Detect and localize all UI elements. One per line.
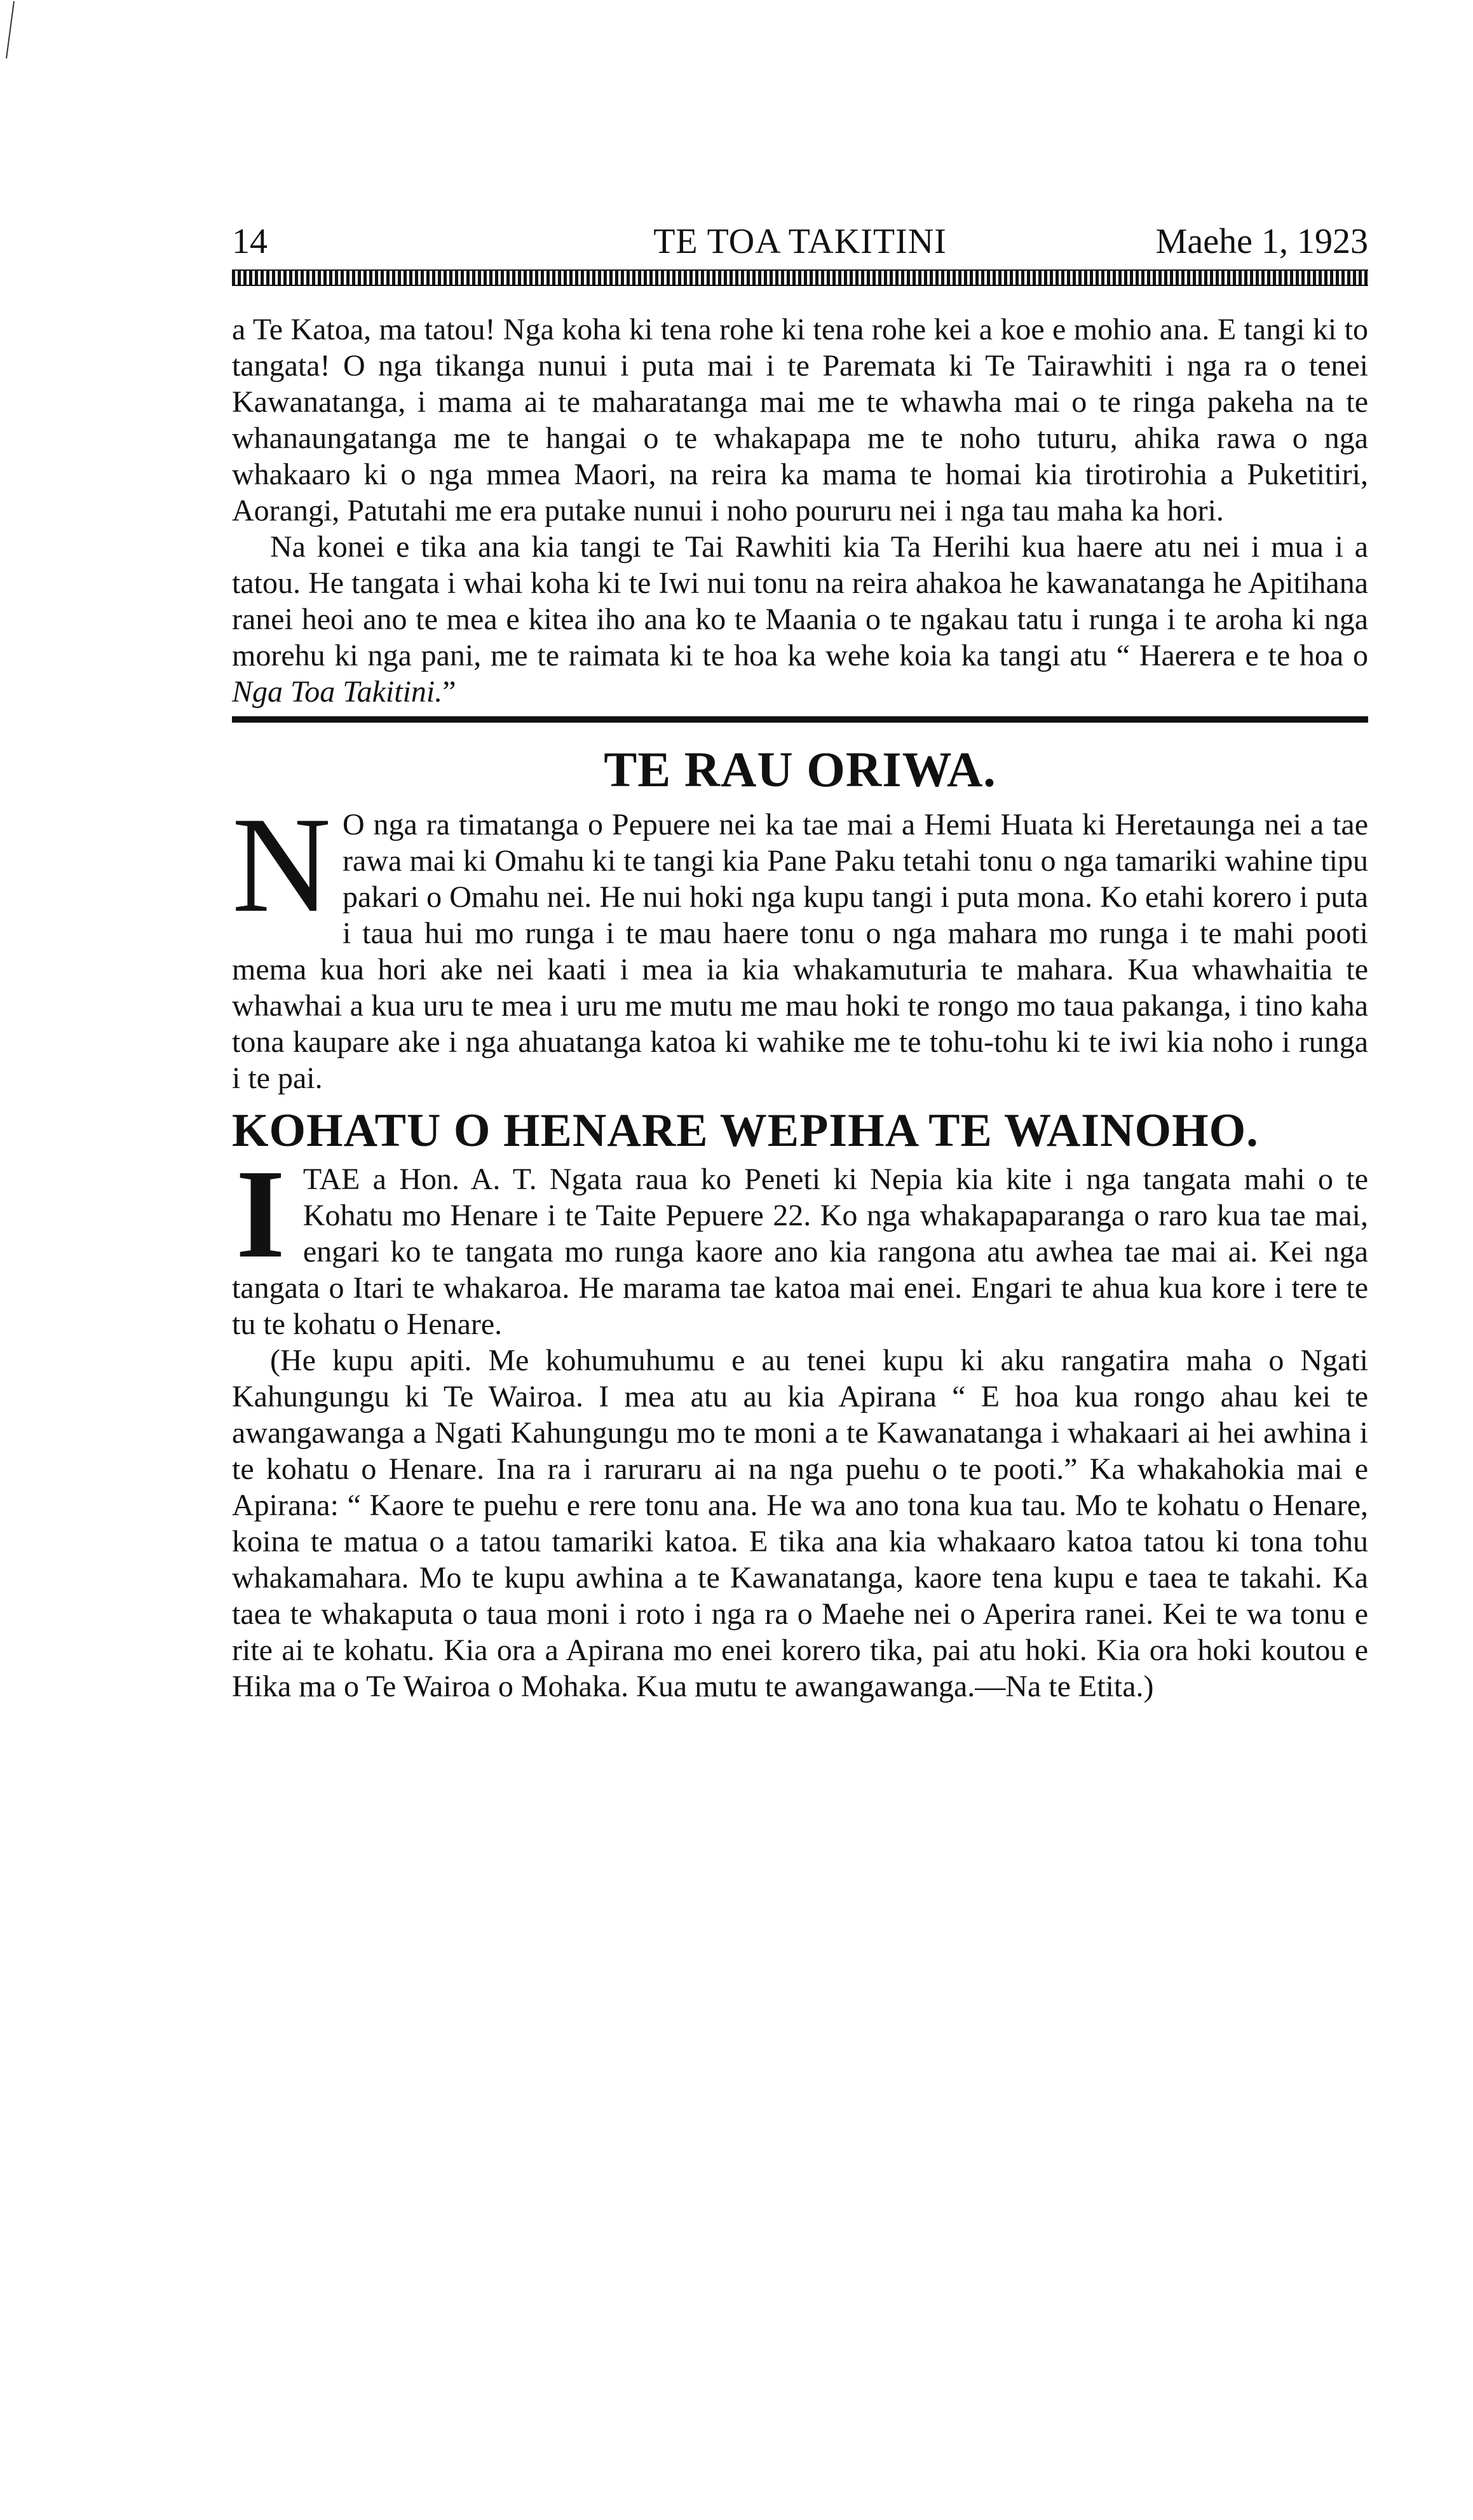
drop-cap-n: N <box>232 789 331 941</box>
publication-title: TE TOA TAKITINI <box>653 222 947 261</box>
page <box>232 216 1368 1705</box>
issue-date: Maehe 1, 1923 <box>1155 222 1368 261</box>
section-body-kohatu-o-henare-text: TAE a Hon. A. T. Ngata raua ko Peneti ki Nepia kia kite i nga tangata mahi o te Kohatu mo Henare i te Taite Pepuere 22. Ko nga whakapaparanga o raro kua tae mai, engari ko te tangata mo runga kaore ano kia rangona atu awhea tae mai ai. Kei nga tangata o Itari te whakaroa. He marama tae katoa mai enei. Engari te ahua kua kore i tere te tu te kohatu o Henare. <box>232 1162 1368 1341</box>
intro-paragraph-1: a Te Katoa, ma tatou! Nga koha ki tena rohe ki tena rohe kei a koe e mohio ana. E tangi ki to tangata! O nga tikanga nunui i puta mai i te Paremata ki Te Tairawhiti i nga ra o tenei Kawanatanga, i mama ai te maharatanga mai me te whawha mai o te ringa pakeha na te whanaungatanga me te hangai o te whakapapa me te noho tuturu, ahika rawa o nga whakaaro ki o nga mmea Maori, na reira ka mama te homai kia tirotirohia a Puketitiri, Aorangi, Patutahi me era putake nunui i noho poururu nei i nga tau maha ka hori. <box>232 313 1368 528</box>
ornamental-rule <box>232 269 1368 286</box>
section-divider <box>232 716 1368 723</box>
intro-paragraph-2-text: Na konei e tika ana kia tangi te Tai Rawhiti kia Ta Herihi kua haere atu nei i mua i a tatou. He tangata i whai koha ki te Iwi nui tonu na reira ahakoa he kawanatanga he Apitihana ranei heoi ano te mea e kitea iho ana ko te Maania o te ngakau tatu i runga i te aroha ki nga morehu ki nga pani, me te raimata ki te hoa ka wehe koia ka tangi atu “ Haerera e te hoa o <box>232 530 1368 672</box>
section-heading-te-rau-oriwa: TE RAU ORIWA. <box>604 742 996 797</box>
section-body-kohatu-o-henare <box>232 1144 1368 1342</box>
intro-paragraph-2 <box>232 529 1368 710</box>
section-body-te-rau-oriwa <box>232 789 1368 1096</box>
editor-note: (He kupu apiti. Me kohumuhumu e au tenei kupu ki aku rangatira maha o Ngati Kahungungu ki Te Wairoa. I mea atu au kia Apirana “ E hoa kua rongo ahau kei te awangawanga a Ngati Kahungungu mo te moni a te Kawanatanga i whakaari ai hei awhina i te kohatu o Henare. Ina ra i raruraru ai na nga puehu o te pooti.” Ka whakahokia mai e Apirana: “ Kaore te puehu e rere tonu ana. He wa ano tona kua tau. Mo te kohatu o Henare, koina te matua o a tatou tamariki katoa. E tika ana kia whakaaro katoa tatou ki tona tohu whakamahara. Mo te kupu awhina a te Kawanatanga, kaore tena kupu e taea te takahi. Ka taea te whakaputa o taua moni i roto i nga ra o Maehe nei o Aperira ranei. Kei te wa tonu e rite ai te kohatu. Kia ora a Apirana mo enei korero tika, pai atu hoki. Kia ora hoki koutou e Hika ma o Te Wairoa o Mohaka. Kua mutu te awangawanga.—Na te Etita.) <box>232 1344 1368 1703</box>
section-body-te-rau-oriwa-text: O nga ra timatanga o Pepuere nei ka tae mai a Hemi Huata ki Heretaunga nei a tae rawa mai ki Omahu ki te tangi kia Pane Paku tetahi tonu o nga tamariki wahine tipu pakari o Omahu nei. He nui hoki nga kupu tangi i puta mona. Ko etahi korero i puta i taua hui mo runga i te mau haere tonu o nga mahara mo runga i te mahi pooti mema kua hori ake nei kaati i mea ia kia whakamuturia te mahara. Kua whawhaitia te whawhai a kua uru te mea i uru me mutu me mau hoki te rongo mo taua pakanga, i tino kaha tona kaupare ake i nga ahuatanga katoa ki wahike me te tohu-tohu ki te iwi kia noho i runga i te pai. <box>232 808 1368 1095</box>
publication-italic: Nga Toa Takitini. <box>232 675 443 709</box>
closing-quote: ” <box>442 675 456 709</box>
page-number: 14 <box>232 222 268 261</box>
pen-stroke-mark <box>4 0 17 60</box>
section-heading-kohatu-o-henare: KOHATU O HENARE WEPIHA TE WAINOHO. <box>232 1105 1259 1157</box>
drop-cap-i: I <box>236 1144 285 1284</box>
running-header <box>232 216 1368 267</box>
